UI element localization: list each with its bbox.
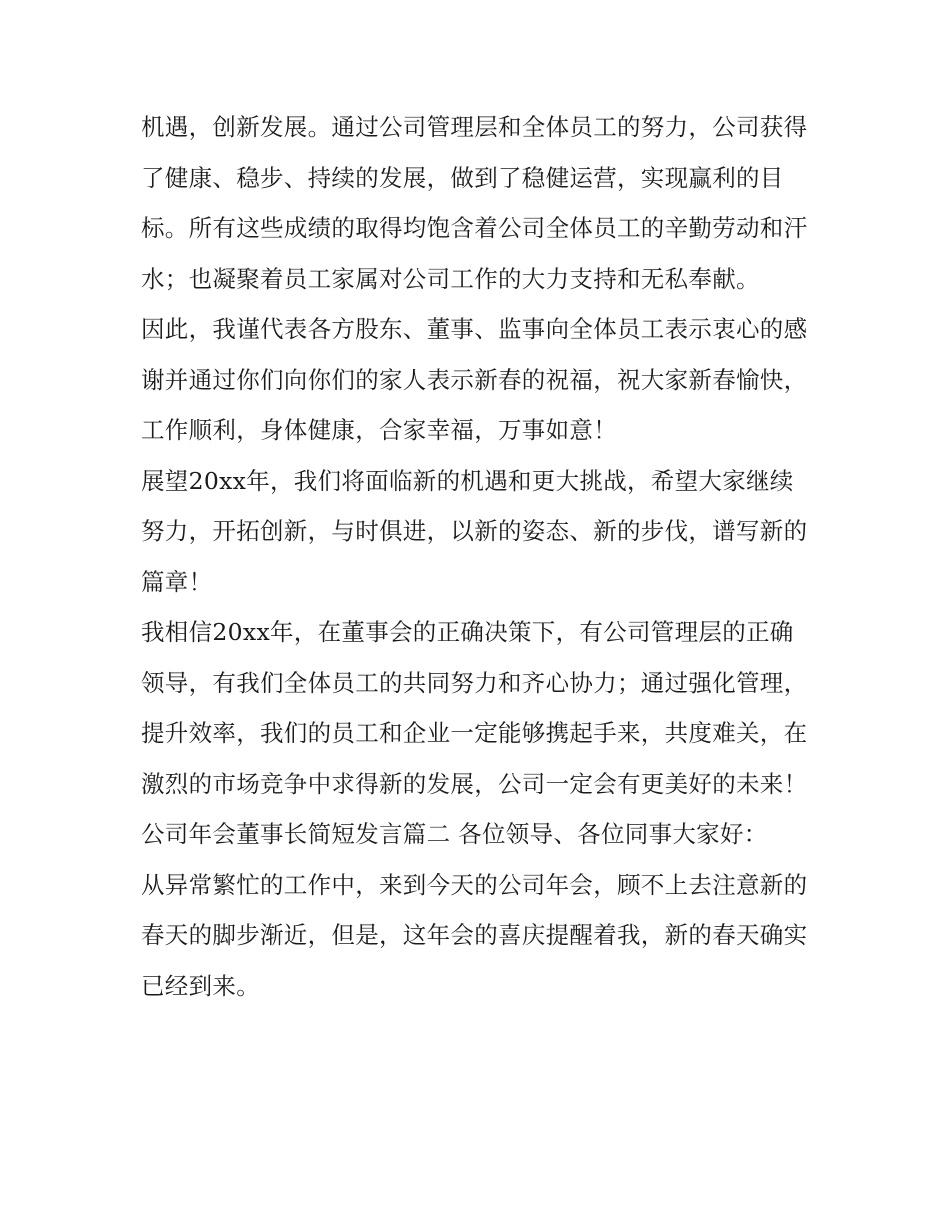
paragraph-2: 因此，我谨代表各方股东、董事、监事向全体员工表示衷心的感谢并通过你们向你们的家人表示新春的祝福，祝大家新春愉快，工作顺利，身体健康，合家幸福，万事如意！ bbox=[141, 315, 808, 444]
paragraph-4: 我相信20xx年，在董事会的正确决策下，有公司管理层的正确领导，有我们全体员工的共同努力和齐心协力；通过强化管理，提升效率，我们的员工和企业一定能够携起手来，共度难关，在激烈的市场竞争中求得新的发展，公司一定会有更美好的未来！ bbox=[141, 618, 808, 798]
section-heading-paragraph: 公司年会董事长简短发言篇二 各位领导、各位同事大家好： bbox=[141, 820, 768, 848]
document-body bbox=[141, 102, 813, 1011]
paragraph-6: 从异常繁忙的工作中，来到今天的公司年会，顾不上去注意新的春天的脚步渐近，但是，这年会的喜庆提醒着我，新的春天确实已经到来。 bbox=[141, 870, 808, 1000]
paragraph-1: 机遇，创新发展。通过公司管理层和全体员工的努力，公司获得了健康、稳步、持续的发展，做到了稳健运营，实现赢利的目标。所有这些成绩的取得均饱含着公司全体员工的辛勤劳动和汗水；也凝聚着员工家属对公司工作的大力支持和无私奉献。 bbox=[141, 113, 808, 293]
paragraph-3: 展望20xx年，我们将面临新的机遇和更大挑战，希望大家继续努力，开拓创新，与时俱进，以新的姿态、新的步伐，谱写新的篇章！ bbox=[141, 466, 808, 596]
